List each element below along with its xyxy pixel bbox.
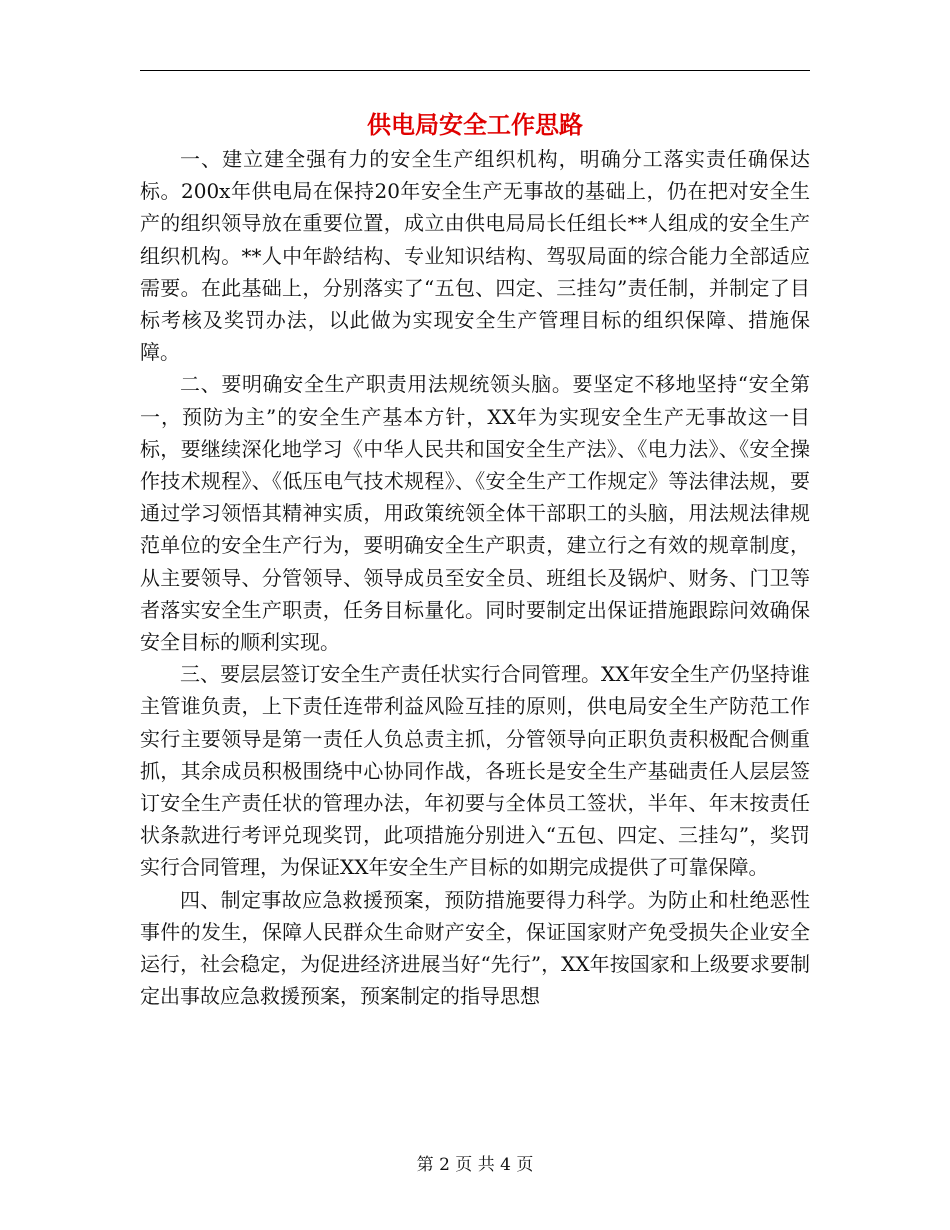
paragraph-2: 二、要明确安全生产职责用法规统领头脑。要坚定不移地坚持“安全第一，预防为主”的安全生产基本方针，XX年为实现安全生产无事故这一目标，要继续深化地学习《中华人民共和国安全生产法》、《电力法》、《安全操作技术规程》、《低压电气技术规程》、《安全生产工作规定》等法律法规，要通过学习领悟其精神实质，用政策统领全体干部职工的头脑，用法规法律规范单位的安全生产行为，要明确安全生产职责，建立行之有效的规章制度，从主要领导、分管领导、领导成员至安全员、班组长及锅炉、财务、门卫等者落实安全生产职责，任务目标量化。同时要制定出保证措施跟踪问效确保安全目标的顺利实现。: [140, 372, 810, 655]
paragraph-1: 一、建立建全强有力的安全生产组织机构，明确分工落实责任确保达标。200x年供电局在保持20年安全生产无事故的基础上，仍在把对安全生产的组织领导放在重要位置，成立由供电局局长任组长**人组成的安全生产组织机构。**人中年龄结构、专业知识结构、驾驭局面的综合能力全部适应需要。在此基础上，分别落实了“五包、四定、三挂勾”责任制，并制定了目标考核及奖罚办法，以此做为实现安全生产管理目标的组织保障、措施保障。: [140, 147, 810, 365]
header-rule: [140, 70, 810, 71]
document-title: 供电局安全工作思路: [367, 110, 583, 139]
paragraph-3: 三、要层层签订安全生产责任状实行合同管理。XX年安全生产仍坚持谁主管谁负责，上下责任连带利益风险互挂的原则，供电局安全生产防范工作实行主要领导是第一责任人负总责主抓，分管领导向正职负责积极配合侧重抓，其余成员积极围绕中心协同作战，各班长是安全生产基础责任人层层签订安全生产责任状的管理办法，年初要与全体员工签状，半年、年末按责任状条款进行考评兑现奖罚，此项措施分别进入“五包、四定、三挂勾”，奖罚实行合同管理，为保证XX年安全生产目标的如期完成提供了可靠保障。: [140, 662, 810, 880]
paragraph-4: 四、制定事故应急救援预案，预防措施要得力科学。为防止和杜绝恶性事件的发生，保障人民群众生命财产安全，保证国家财产免受损失企业安全运行，社会稳定，为促进经济进展当好“先行”，XX年按国家和上级要求要制定出事故应急救援预案，预案制定的指导思想: [140, 887, 810, 1009]
document-body: [140, 143, 810, 1012]
page-number: 第 2 页 共 4 页: [416, 1155, 534, 1175]
